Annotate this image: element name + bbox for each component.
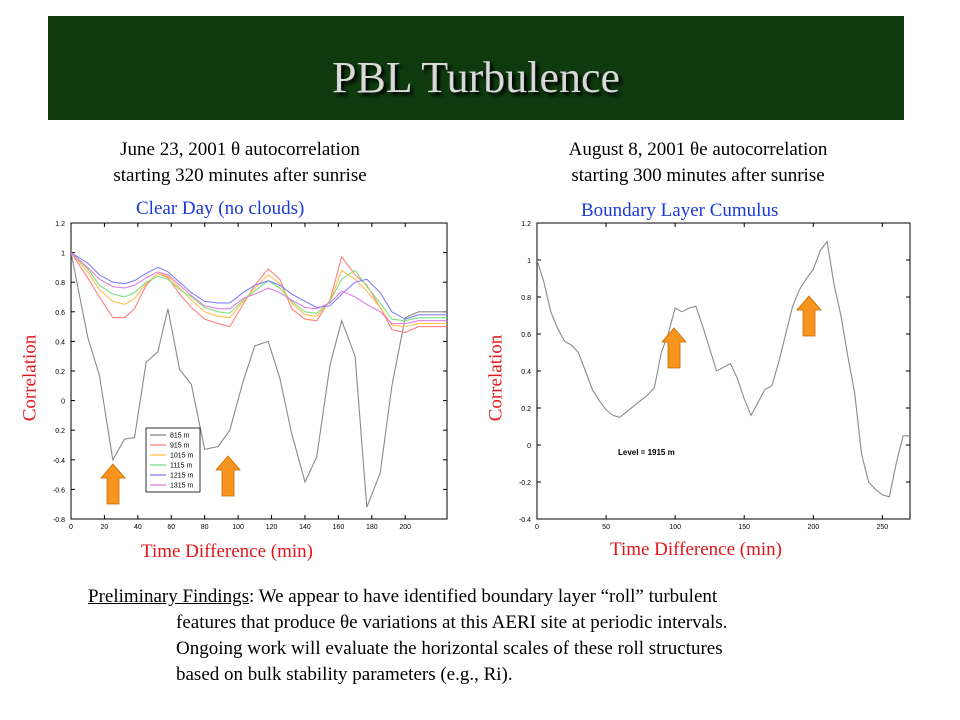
y-tick-label: 0.8 bbox=[521, 295, 531, 302]
y-tick-label: -0.4 bbox=[52, 457, 65, 465]
legend-entry: 1015 m bbox=[170, 452, 194, 460]
x-tick-label: 0 bbox=[69, 524, 73, 531]
left-subtitle-line1: June 23, 2001 θ autocorrelation bbox=[120, 139, 360, 160]
y-tick-label: 1.2 bbox=[521, 221, 531, 228]
chart-2 bbox=[519, 221, 910, 531]
y-tick-label: 0 bbox=[61, 398, 65, 406]
x-tick-label: 20 bbox=[100, 524, 109, 531]
x-tick-label: 100 bbox=[669, 524, 681, 531]
y-tick-label: -0.6 bbox=[52, 487, 65, 495]
x-tick-label: 100 bbox=[232, 524, 244, 531]
findings-paragraph bbox=[88, 584, 908, 688]
y-tick-label: -0.8 bbox=[52, 517, 65, 524]
y-tick-label: 1 bbox=[527, 258, 531, 265]
x-tick-label: 200 bbox=[807, 524, 820, 531]
y-tick-label: 0.2 bbox=[55, 369, 65, 376]
y-tick-label: 0.6 bbox=[55, 309, 65, 317]
y-tick-label: -0.2 bbox=[518, 480, 531, 487]
right-subtitle-line2: starting 300 minutes after sunrise bbox=[571, 165, 825, 186]
x-tick-label: 180 bbox=[365, 524, 378, 531]
y-tick-label: 0.6 bbox=[521, 332, 531, 339]
legend-entry: 1115 m bbox=[170, 462, 193, 470]
findings-line1: : We appear to have identified boundary layer “roll” turbulent bbox=[248, 586, 718, 607]
left-y-axis-label: Correlation bbox=[19, 334, 41, 422]
legend-entry: 1315 m bbox=[170, 482, 194, 490]
x-tick-label: 140 bbox=[299, 524, 311, 531]
y-tick-label: 0.2 bbox=[521, 406, 531, 413]
right-y-axis-label: Correlation bbox=[485, 334, 507, 422]
x-tick-label: 250 bbox=[876, 524, 889, 531]
findings-line3: Ongoing work will evaluate the horizontal scales of these roll structures bbox=[176, 638, 723, 659]
left-condition-label: Clear Day (no clouds) bbox=[136, 198, 305, 219]
x-tick-label: 200 bbox=[399, 524, 412, 531]
y-tick-label: 1.2 bbox=[55, 221, 65, 228]
y-tick-label: 0.8 bbox=[55, 280, 65, 288]
x-tick-label: 150 bbox=[738, 524, 751, 531]
legend-entry: 1215 m bbox=[170, 472, 194, 480]
x-tick-label: 40 bbox=[133, 524, 142, 531]
plot-frame bbox=[537, 223, 910, 519]
x-tick-label: 120 bbox=[265, 524, 278, 531]
findings-lead: Preliminary Findings bbox=[88, 586, 249, 607]
y-tick-label: 0.2 bbox=[55, 428, 65, 436]
plot-frame bbox=[71, 223, 447, 519]
left-subtitle-line2: starting 320 minutes after sunrise bbox=[113, 165, 367, 186]
x-tick-label: 50 bbox=[602, 524, 610, 531]
level-annotation: Level = 1915 m bbox=[618, 448, 675, 457]
findings-line2: features that produce θe variations at this AERI site at periodic intervals. bbox=[176, 612, 728, 633]
y-tick-label: 0 bbox=[527, 443, 531, 450]
y-tick-label: -0.4 bbox=[518, 517, 531, 524]
left-x-axis-label: Time Difference (min) bbox=[141, 541, 314, 562]
x-tick-label: 60 bbox=[167, 524, 176, 531]
findings-line4: based on bulk stability parameters (e.g., Ri). bbox=[176, 664, 513, 685]
y-tick-label: 0.4 bbox=[55, 339, 65, 347]
right-condition-label: Boundary Layer Cumulus bbox=[581, 200, 779, 221]
legend-entry: 815 m bbox=[170, 432, 190, 440]
slide-title: PBL Turbulence bbox=[331, 53, 621, 102]
legend-entry: 915 m bbox=[170, 442, 190, 450]
x-tick-label: 160 bbox=[332, 524, 345, 531]
y-tick-label: 0.4 bbox=[521, 369, 531, 376]
x-tick-label: 80 bbox=[200, 524, 209, 531]
y-tick-label: 1 bbox=[61, 250, 65, 258]
right-x-axis-label: Time Difference (min) bbox=[610, 539, 783, 560]
x-tick-label: 0 bbox=[535, 524, 539, 531]
right-subtitle-line1: August 8, 2001 θe autocorrelation bbox=[568, 139, 828, 160]
